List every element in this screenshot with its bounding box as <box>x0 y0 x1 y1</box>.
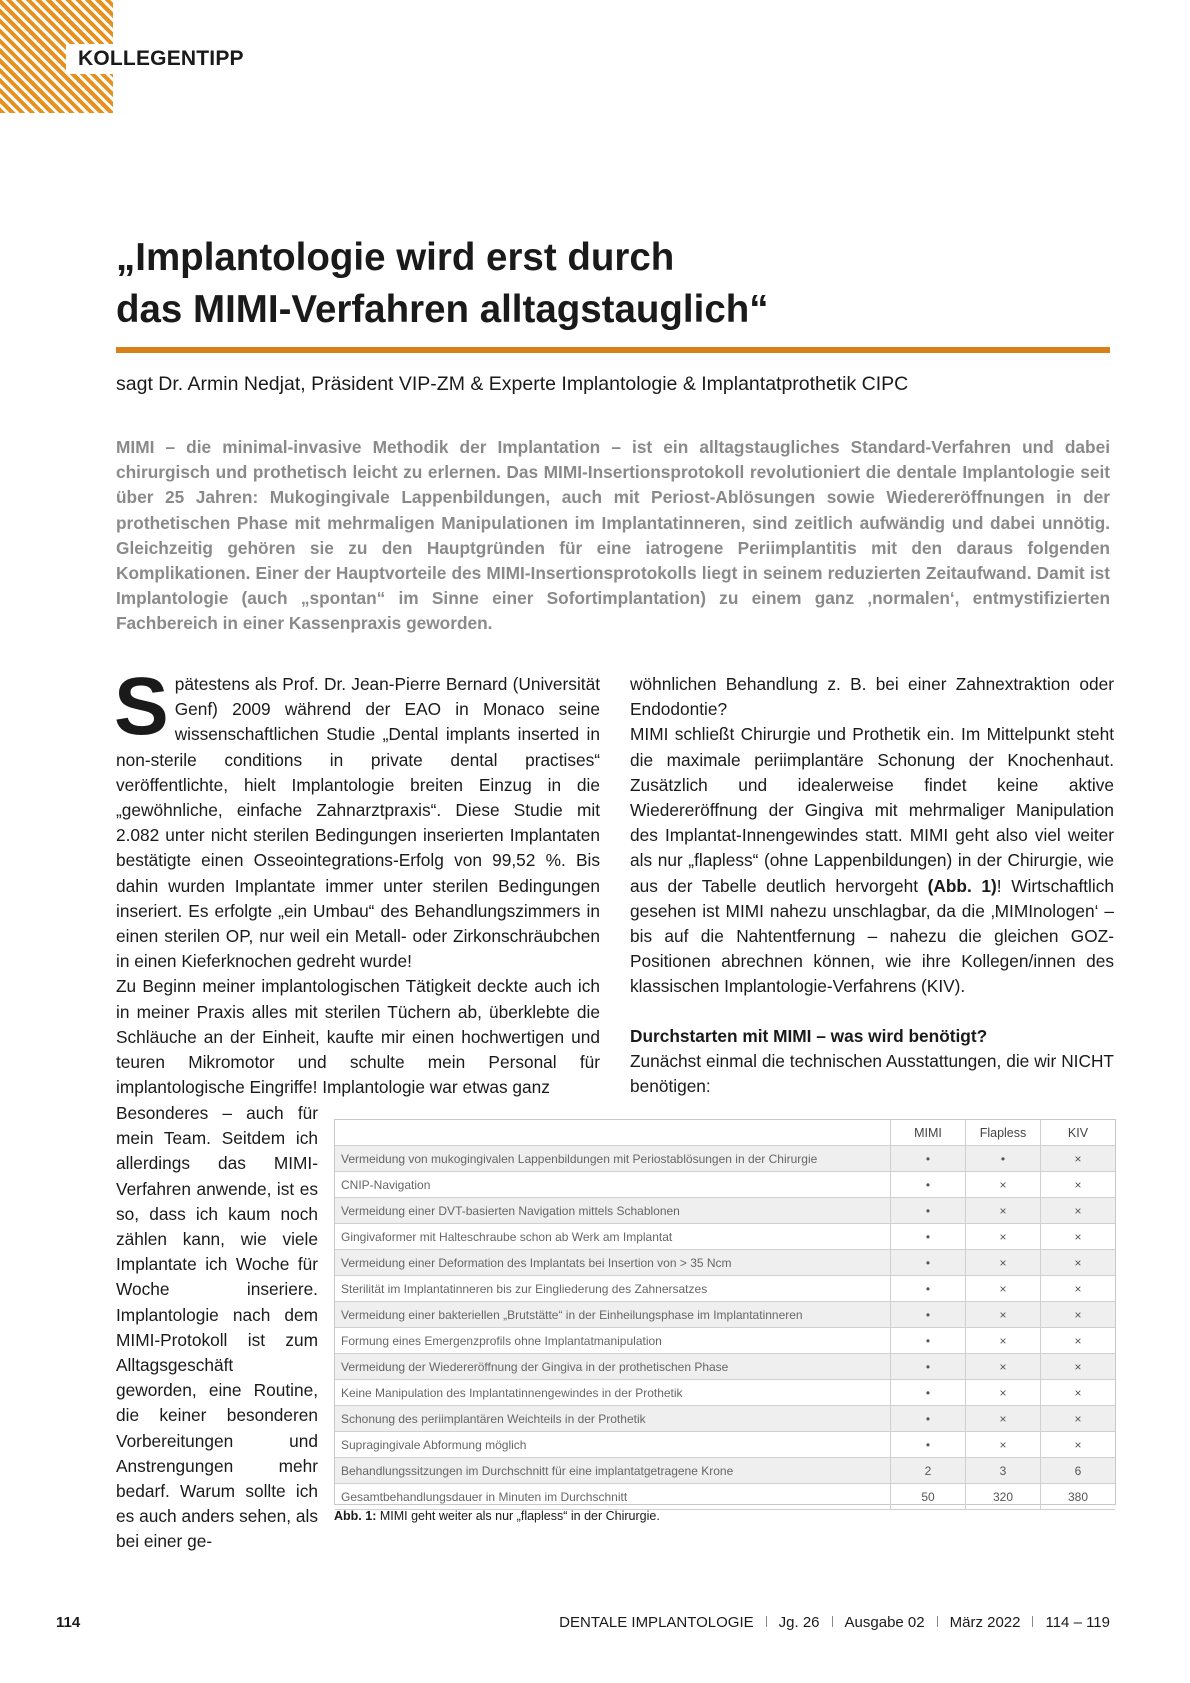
table-row <box>335 1328 1115 1354</box>
left-paragraph-1 <box>114 661 600 974</box>
left-paragraph-1-text: pätestens als Prof. Dr. Jean-Pierre Bernard (Universität Genf) 2009 während der EAO in Monaco seine wissenschaftlichen Studie „Dental implants inserted in non-sterile conditions in private dental practises“ veröffentlichte, hielt Implantologie breiten Einzug in die „gewöhnliche, einfache Zahnarztpraxis“. Diese Studie mit 2.082 unter nicht sterilen Bedingungen inserierten Implantaten bestätigte einen Osseointegrations-Erfolg von 99,52 %. Bis dahin wurden Implantate immer unter sterilen Bedingungen inseriert. Es erfolgte „ein Umbau“ des Behandlungszimmers in einen sterilen OP, nur weil ein Metall- oder Zirkonschräubchen in einen Kieferknochen gedreht wurde! <box>116 674 600 972</box>
table-cell-mimi: • <box>891 1406 966 1432</box>
table-cell-feature: Formung eines Emergenzprofils ohne Implantatmanipulation <box>335 1328 891 1354</box>
left-column <box>114 661 600 1100</box>
table-cell-kiv: × <box>1041 1406 1116 1432</box>
right-paragraph-2-text-b: ! Wirtschaftlich gesehen ist MIMI nahezu unschlagbar, da die ‚MIMInologen‘ – bis auf die Nahtentfernung – nahezu die gleichen GOZ-Positionen abrechnen können, wie ihre Kollegen/innen des klassischen Implantologie-Verfahrens (KIV). <box>630 875 1114 997</box>
page-number: 114 <box>56 1614 81 1631</box>
table-row <box>335 1458 1115 1484</box>
table-cell-mimi: • <box>891 1380 966 1406</box>
table-cell-flapless: × <box>966 1432 1041 1458</box>
table-cell-mimi: • <box>891 1276 966 1302</box>
table-cell-flapless: × <box>966 1302 1041 1328</box>
table-cell-kiv: × <box>1041 1432 1116 1458</box>
figure-reference: (Abb. 1) <box>927 875 997 896</box>
table-cell-feature: Vermeidung von mukogingivalen Lappenbildungen mit Periostablösungen in der Chirurgie <box>335 1146 891 1172</box>
table-cell-feature: CNIP-Navigation <box>335 1172 891 1198</box>
table-row <box>335 1432 1115 1458</box>
table-cell-feature: Vermeidung einer bakteriellen „Brutstätte“ in der Einheilungsphase im Implantatinneren <box>335 1302 891 1328</box>
table-cell-feature: Gingivaformer mit Halteschraube schon ab Werk am Implantat <box>335 1224 891 1250</box>
caption-label: Abb. 1: <box>334 1509 377 1523</box>
table-cell-feature: Keine Manipulation des Implantatinnengewindes in der Prothetik <box>335 1380 891 1406</box>
table-row <box>335 1146 1115 1172</box>
table-cell-feature: Supragingivale Abformung möglich <box>335 1432 891 1458</box>
footer-journal: DENTALE IMPLANTOLOGIE <box>559 1614 754 1631</box>
table-cell-kiv: × <box>1041 1172 1116 1198</box>
table-cell-mimi: • <box>891 1172 966 1198</box>
table-cell-flapless: × <box>966 1354 1041 1380</box>
table-cell-flapless: 3 <box>966 1458 1041 1484</box>
right-paragraph-1: wöhnlichen Behandlung z. B. bei einer Zahnextraktion oder Endodontie? <box>630 674 1114 720</box>
table-cell-mimi: • <box>891 1354 966 1380</box>
table-body <box>335 1146 1115 1510</box>
table-cell-kiv: × <box>1041 1250 1116 1276</box>
table-cell-mimi: • <box>891 1302 966 1328</box>
table-cell-mimi: 2 <box>891 1458 966 1484</box>
table-header-row <box>335 1120 1115 1146</box>
table-cell-flapless: 320 <box>966 1484 1041 1510</box>
table-cell-kiv: × <box>1041 1198 1116 1224</box>
table-cell-kiv: × <box>1041 1354 1116 1380</box>
table-cell-flapless: × <box>966 1328 1041 1354</box>
table-cell-mimi: • <box>891 1198 966 1224</box>
comparison-table-figure <box>334 1119 1116 1505</box>
footer-separator <box>937 1616 938 1627</box>
table-cell-kiv: 380 <box>1041 1484 1116 1510</box>
section-heading: Durchstarten mit MIMI – was wird benötigt? <box>630 1025 988 1046</box>
table-cell-kiv: 6 <box>1041 1458 1116 1484</box>
table-header-flapless: Flapless <box>966 1120 1041 1146</box>
table-cell-feature: Behandlungssitzungen im Durchschnitt für eine implantatgetragene Krone <box>335 1458 891 1484</box>
table-cell-flapless: × <box>966 1406 1041 1432</box>
table-header-blank <box>335 1120 891 1146</box>
left-narrow-paragraph: Besonderes – auch für mein Team. Seitdem ich allerdings das MIMI-Verfahren anwende, ist es so, dass ich kaum noch zählen kann, wie viele Implantate ich Woche für Woche inseriere. Implantologie nach dem MIMI-Protokoll ist zum Alltagsgeschäft geworden, eine Routine, die keiner besonderen Vorbereitungen und Anstrengungen mehr bedarf. Warum sollte ich es auch anders sehen, als bei einer ge- <box>116 1103 318 1552</box>
table-cell-feature: Vermeidung einer Deformation des Implantats bei Insertion von > 35 Ncm <box>335 1250 891 1276</box>
table-cell-kiv: × <box>1041 1302 1116 1328</box>
table-header-kiv: KIV <box>1041 1120 1116 1146</box>
table-cell-feature: Gesamtbehandlungsdauer in Minuten im Durchschnitt <box>335 1484 891 1510</box>
table-cell-kiv: × <box>1041 1276 1116 1302</box>
table-cell-mimi: • <box>891 1432 966 1458</box>
article-subtitle: sagt Dr. Armin Nedjat, Präsident VIP-ZM & Experte Implantologie & Implantatprothetik CIPC <box>116 373 909 395</box>
footer-citation <box>559 1614 1110 1631</box>
footer-separator <box>766 1616 767 1627</box>
table-row <box>335 1406 1115 1432</box>
table-row <box>335 1302 1115 1328</box>
table-cell-mimi: 50 <box>891 1484 966 1510</box>
right-column <box>630 672 1114 1099</box>
table-row <box>335 1354 1115 1380</box>
table-row <box>335 1172 1115 1198</box>
caption-text: MIMI geht weiter als nur „flapless“ in der Chirurgie. <box>376 1509 660 1523</box>
table-row <box>335 1276 1115 1302</box>
table-cell-mimi: • <box>891 1146 966 1172</box>
table-cell-feature: Sterilität im Implantatinneren bis zur Eingliederung des Zahnersatzes <box>335 1276 891 1302</box>
table-row <box>335 1484 1115 1510</box>
table-cell-flapless: • <box>966 1146 1041 1172</box>
table-cell-kiv: × <box>1041 1380 1116 1406</box>
footer-date: März 2022 <box>949 1614 1021 1631</box>
table-cell-flapless: × <box>966 1224 1041 1250</box>
table-cell-flapless: × <box>966 1276 1041 1302</box>
table-row <box>335 1224 1115 1250</box>
footer-issue: Ausgabe 02 <box>844 1614 925 1631</box>
article-title <box>116 232 1116 336</box>
dropcap: S <box>114 661 169 752</box>
table-cell-flapless: × <box>966 1250 1041 1276</box>
title-line-1: „Implantologie wird erst durch <box>116 236 675 279</box>
table-cell-feature: Vermeidung der Wiedereröffnung der Gingiva in der prothetischen Phase <box>335 1354 891 1380</box>
table-cell-kiv: × <box>1041 1224 1116 1250</box>
table-cell-kiv: × <box>1041 1146 1116 1172</box>
table-cell-mimi: • <box>891 1328 966 1354</box>
footer-separator <box>1032 1616 1033 1627</box>
footer-volume: Jg. 26 <box>778 1614 820 1631</box>
left-paragraph-2: Zu Beginn meiner implantologischen Tätigkeit deckte auch ich in meiner Praxis alles mit sterilen Tüchern ab, überklebte die Schläuche an der Einheit, kaufte mir einen hochwertigen und teuren Mikromotor und schulte mein Personal für implantologische Eingriffe! Implantologie war etwas ganz <box>116 976 600 1098</box>
table-cell-feature: Vermeidung einer DVT-basierten Navigation mittels Schablonen <box>335 1198 891 1224</box>
table-row <box>335 1198 1115 1224</box>
table-cell-flapless: × <box>966 1172 1041 1198</box>
title-line-2: das MIMI-Verfahren alltagstauglich“ <box>116 288 769 331</box>
table-cell-feature: Schonung des periimplantären Weichteils in der Prothetik <box>335 1406 891 1432</box>
table-cell-flapless: × <box>966 1198 1041 1224</box>
table-cell-mimi: • <box>891 1224 966 1250</box>
table-header-mimi: MIMI <box>891 1120 966 1146</box>
comparison-table <box>335 1120 1115 1510</box>
footer-separator <box>832 1616 833 1627</box>
footer-pages: 114 – 119 <box>1045 1614 1110 1631</box>
table-cell-kiv: × <box>1041 1328 1116 1354</box>
figure-caption <box>334 1509 660 1523</box>
table-row <box>335 1250 1115 1276</box>
table-cell-flapless: × <box>966 1380 1041 1406</box>
right-paragraph-2-text-a: MIMI schließt Chirurgie und Prothetik ein. Im Mittelpunkt steht die maximale periimplantäre Schonung der Knochenhaut. Zusätzlich und idealerweise findet keine aktive Wiedereröffnung der Gingiva mit mehrmaliger Manipulation des Implantat-Innengewindes statt. MIMI geht also viel weiter als nur „flapless“ (ohne Lappenbildungen) in der Chirurgie, wie aus der Tabelle deutlich hervorgeht <box>630 724 1114 896</box>
right-paragraph-2 <box>630 722 1114 999</box>
table-cell-mimi: • <box>891 1250 966 1276</box>
table-row <box>335 1380 1115 1406</box>
right-paragraph-3: Zunächst einmal die technischen Ausstattungen, die wir NICHT benötigen: <box>630 1050 1114 1097</box>
lead-paragraph: MIMI – die minimal-invasive Methodik der Implantation – ist ein alltagstaugliches Standard-Verfahren und dabei chirurgisch und prothetisch leicht zu erlernen. Das MIMI-Insertionsprotokoll revolutioniert die dentale Implantologie seit über 25 Jahren: Mukogingivale Lappenbildungen, auch mit Periost-Ablösungen sowie Wiedereröffnungen in der prothetischen Phase mit mehrmaligen Manipulationen im Implantatinneren, sind zeitlich aufwändig und dabei unnötig. Gleichzeitig gehören sie zu den Hauptgründen für eine iatrogene Periimplantitis mit den daraus folgenden Komplikationen. Einer der Hauptvorteile des MIMI-Insertionsprotokolls liegt in seinem reduzierten Zeitaufwand. Damit ist Implantologie (auch „spontan“ im Sinne einer Sofortimplantation) zu einem ganz ‚normalen‘, entmystifizierten Fachbereich in einer Kassenpraxis geworden. <box>116 437 1110 634</box>
section-label: KOLLEGENTIPP <box>66 44 254 74</box>
title-rule <box>116 347 1110 353</box>
